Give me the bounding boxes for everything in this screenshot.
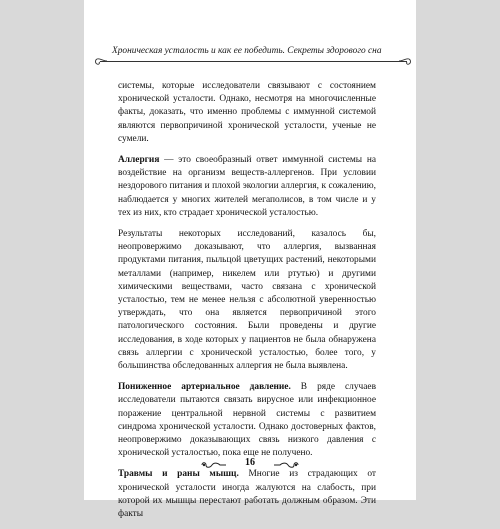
paragraph-text: Многие из страдающих от хронической усталости иногда жалуются на слабость, при которой их мышцы перестают работать должным образом. Эти факты <box>118 469 376 520</box>
paragraph-lead: Аллергия <box>118 155 160 166</box>
paragraph-immune-continued <box>118 80 376 146</box>
right-flourish-ornament-icon <box>272 460 300 470</box>
paragraph-muscle-injury <box>118 468 376 521</box>
header-rule <box>100 61 407 62</box>
paragraph-allergy <box>118 154 376 220</box>
paragraph-text: — это своеобразный ответ иммунной системы на воздействие на организм веществ-аллергенов. При условии нездорового питания и плохой экологии аллергия, к сожалению, наблюдается у многих жителей мегаполисов, в том числе и у тех из них, кто страдает хронической усталостью. <box>118 155 376 218</box>
paragraph-text: системы, которые исследователи связывают с состоянием хронической усталости. Однако, несмотря на многочисленные факты, доказать, что именно проблемы с иммунной системой являются первопричиной хронической усталости, ученые не сумели. <box>118 81 376 144</box>
page-number: 16 <box>245 457 255 468</box>
header-right-curl-icon <box>398 56 412 66</box>
paragraph-low-pressure <box>118 381 376 460</box>
paragraph-lead: Пониженное артериальное давление. <box>118 382 291 393</box>
paragraph-lead: Травмы и раны мышц. <box>118 469 239 480</box>
paragraph-text: В ряде случаев исследователи пытаются связать вирусное или инфекционное поражение центральной нервной системы с развитием синдрома хронической усталости. Однако достоверных фактов, неопровержимо доказывающих связь низкого давления с хронической усталостью, пока еще не получено. <box>118 382 376 459</box>
running-header-title: Хроническая усталость и как ее победить. Секреты здорового сна <box>112 46 382 56</box>
paragraph-research <box>118 228 376 373</box>
book-page <box>84 0 416 520</box>
paragraph-text: Результаты некоторых исследований, казалось бы, неопровержимо доказывают, что аллергия, вызванная продуктами питания, пыльцой цветущих растений, некоторыми металлами (например, никелем или ртутью) и другими химическими веществами, часто связана с хронической усталостью, тем не менее нельзя с абсолютной уверенностью утверждать, что она является первопричиной этого патологического состояния. Были проведены и другие исследования, в ходе которых у пациентов не была обнаружена связь аллергии с хронической усталостью, более того, у большинства обследованных аллергия не была выявлена. <box>118 229 376 372</box>
